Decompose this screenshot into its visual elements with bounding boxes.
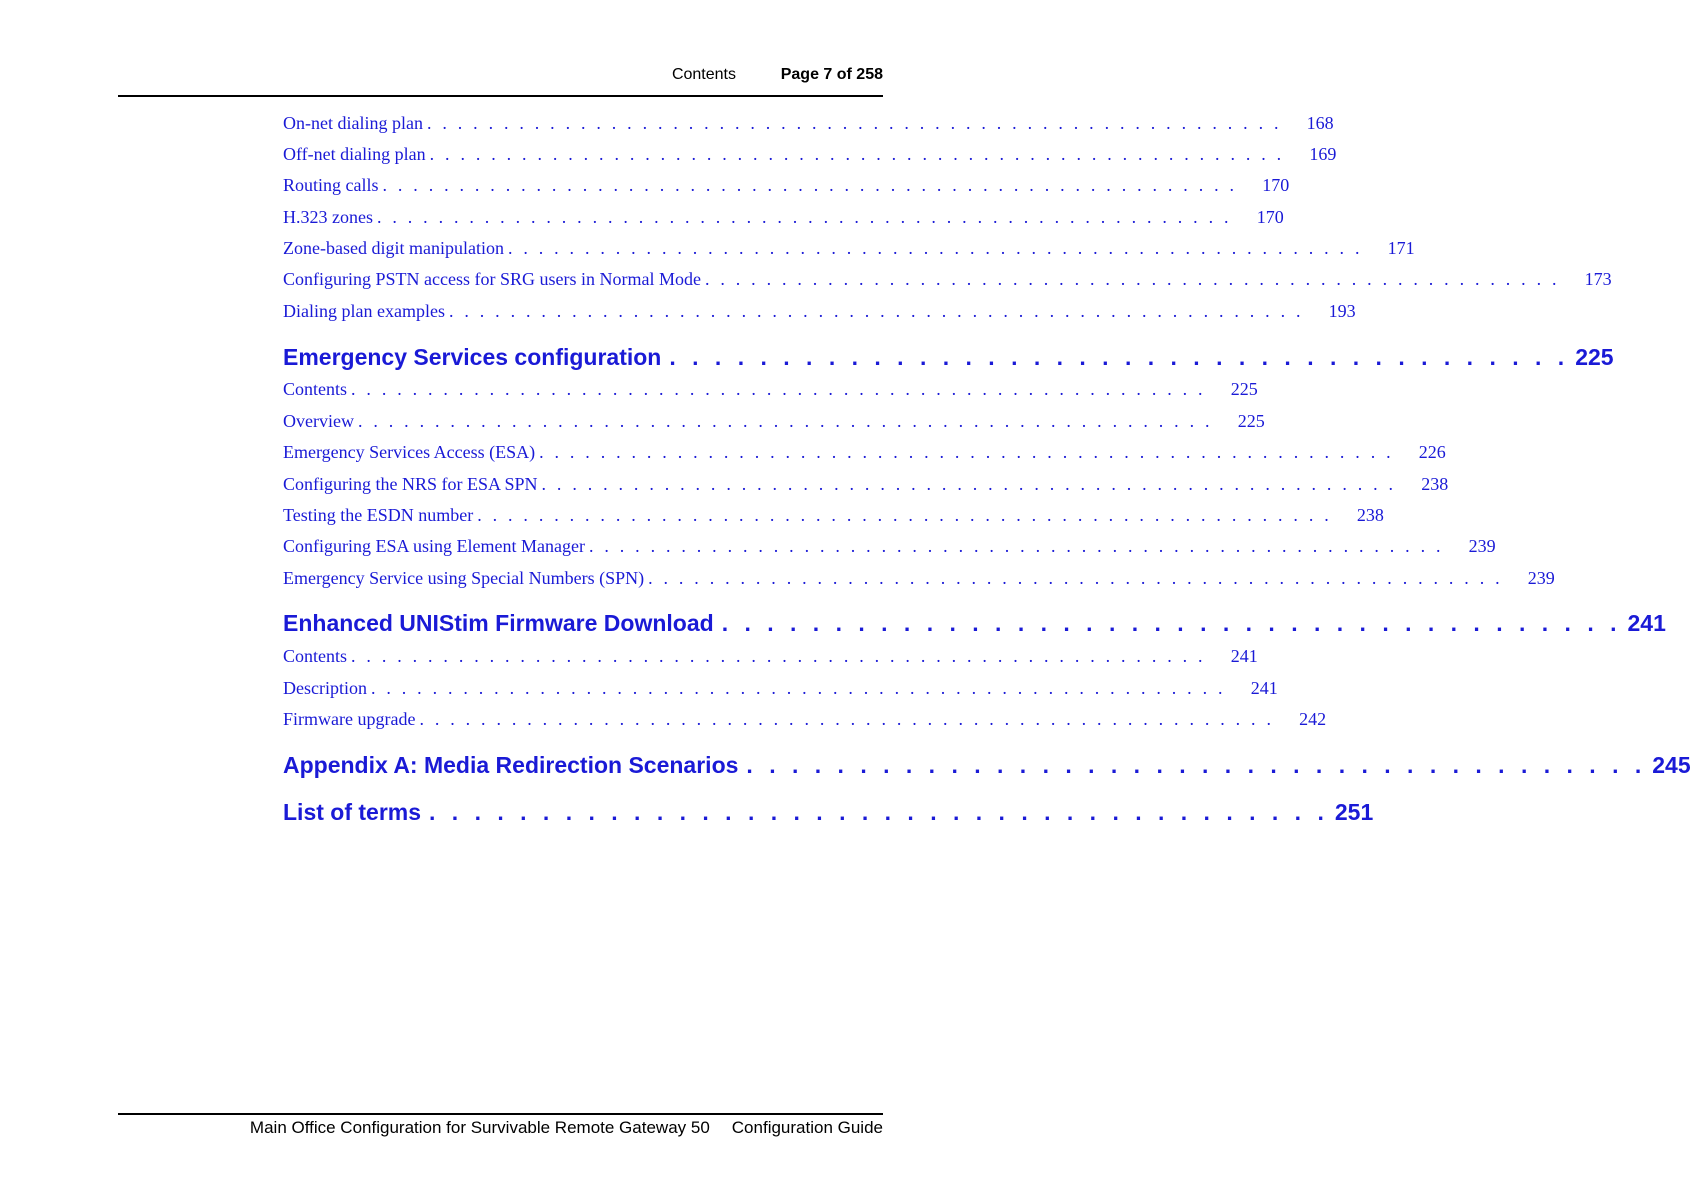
toc-entry-page: 225 [1237, 411, 1265, 431]
header-section: Contents [671, 66, 736, 83]
dot-leader: . . . . . . . . . . . . . . . . . . . . . . . . . . . . . . . . . . . . . . . . . . . . . . . . . . . . . . . . [419, 709, 1275, 729]
dot-leader: . . . . . . . . . . . . . . . . . . . . . . . . . . . . . . . . . . . . . . . . . . . . . . . . . . . . . . . . [477, 505, 1332, 525]
toc-entry[interactable] [283, 238, 1415, 262]
footer-rule [118, 1113, 883, 1115]
toc-entry-page: 242 [1299, 709, 1327, 729]
toc-entry-page: 239 [1468, 536, 1496, 556]
dot-leader: . . . . . . . . . . . . . . . . . . . . . . . . . . . . . . . . . . . . . . . . . . . . . . . . . . . . . . . . [426, 113, 1282, 133]
toc-entry-title: Configuring ESA using Element Manager [283, 536, 585, 556]
toc-entry[interactable] [283, 144, 1337, 168]
toc-entry[interactable] [283, 113, 1334, 137]
dot-leader: . . . . . . . . . . . . . . . . . . . . . . . . . . . . . . . . . . . . . . . . . . . . . . . . . . . . . . . . [448, 301, 1304, 321]
dot-leader: . . . . . . . . . . . . . . . . . . . . . . . . . . . . . . . . . . . . . . . . . . . . . . . . . . . . . . . . [507, 238, 1363, 258]
dot-leader: . . . . . . . . . . . . . . . . . . . . . . . . . . . . . . . . . . . . . . . . [746, 752, 1647, 778]
toc-entry-page: 169 [1309, 144, 1337, 164]
toc-entry-page: 193 [1328, 301, 1356, 321]
toc-chapter-title: List of terms [283, 799, 422, 825]
dot-leader: . . . . . . . . . . . . . . . . . . . . . . . . . . . . . . . . . . . . . . . . . . . . . . . . . . . . . . . . [704, 269, 1560, 289]
toc-entry[interactable] [283, 379, 1258, 403]
toc-entry[interactable] [283, 646, 1258, 670]
footer-guide-title: Main Office Configuration for Survivable Remote Gateway 50 [249, 1118, 710, 1137]
toc-entry-title: Dialing plan examples [283, 301, 445, 321]
toc-entry[interactable] [283, 269, 1612, 293]
footer-doc-type: Configuration Guide [731, 1118, 883, 1137]
toc-entry-title: Configuring PSTN access for SRG users in Normal Mode [283, 269, 701, 289]
toc-entry-title: Firmware upgrade [283, 709, 416, 729]
dot-leader: . . . . . . . . . . . . . . . . . . . . . . . . . . . . . . . . . . . . . . . . . . . . . . . . . . . . . . . . [588, 536, 1444, 556]
dot-leader: . . . . . . . . . . . . . . . . . . . . . . . . . . . . . . . . . . . . . . . . . . . . . . . . . . . . . . . . [429, 144, 1285, 164]
header-page-number: Page 7 of 258 [780, 66, 883, 83]
toc-chapter[interactable] [283, 799, 1374, 829]
toc-entry[interactable] [283, 411, 1265, 435]
toc-chapter-page: 225 [1575, 344, 1614, 370]
toc-chapter[interactable] [283, 344, 1614, 374]
toc-entry[interactable] [283, 175, 1290, 199]
toc-entry[interactable] [283, 301, 1356, 325]
toc-entry-title: Description [283, 678, 367, 698]
toc-entry-title: Routing calls [283, 175, 379, 195]
toc-entry-title: On-net dialing plan [283, 113, 423, 133]
toc-entry-title: Configuring the NRS for ESA SPN [283, 474, 538, 494]
dot-leader: . . . . . . . . . . . . . . . . . . . . . . . . . . . . . . . . . . . . . . . . . . . . . . . . . . . . . . . . [541, 474, 1397, 494]
toc-entry[interactable] [283, 709, 1327, 733]
toc-entry-page: 225 [1230, 379, 1258, 399]
dot-leader: . . . . . . . . . . . . . . . . . . . . . . . . . . . . . . . . . . . . . . . . [429, 799, 1329, 825]
toc-chapter-title: Appendix A: Media Redirection Scenarios [283, 752, 739, 778]
toc-entry-page: 241 [1250, 678, 1278, 698]
toc-entry-page: 241 [1230, 646, 1258, 666]
toc-entry-page: 168 [1306, 113, 1334, 133]
toc-entry-page: 170 [1256, 207, 1284, 227]
toc-chapter-page: 245 [1652, 752, 1691, 778]
toc-entry[interactable] [283, 474, 1449, 498]
dot-leader: . . . . . . . . . . . . . . . . . . . . . . . . . . . . . . . . . . . . . . . . [721, 610, 1622, 636]
toc-entry-title: Emergency Service using Special Numbers (SPN) [283, 568, 645, 588]
toc-chapter[interactable] [283, 752, 1691, 782]
toc-entry-title: Overview [283, 411, 354, 431]
toc-entry-page: 173 [1584, 269, 1612, 289]
toc-entry[interactable] [283, 678, 1278, 702]
toc-entry[interactable] [283, 536, 1496, 560]
toc-entry-page: 238 [1356, 505, 1384, 525]
dot-leader: . . . . . . . . . . . . . . . . . . . . . . . . . . . . . . . . . . . . . . . . . . . . . . . . . . . . . . . . [539, 442, 1394, 462]
toc-chapter-title: Emergency Services configuration [283, 344, 662, 370]
toc-entry-page: 171 [1387, 238, 1415, 258]
toc-entry[interactable] [283, 505, 1384, 529]
page-footer [118, 1118, 883, 1142]
dot-leader: . . . . . . . . . . . . . . . . . . . . . . . . . . . . . . . . . . . . . . . . . . . . . . . . . . . . . . . . [376, 207, 1232, 227]
toc-entry[interactable] [283, 442, 1446, 466]
dot-leader: . . . . . . . . . . . . . . . . . . . . . . . . . . . . . . . . . . . . . . . . . . . . . . . . . . . . . . . . [351, 379, 1206, 399]
toc-entry-page: 238 [1421, 474, 1449, 494]
toc-entry[interactable] [283, 207, 1284, 231]
toc-entry-title: Off-net dialing plan [283, 144, 426, 164]
toc-chapter-page: 251 [1334, 799, 1374, 825]
dot-leader: . . . . . . . . . . . . . . . . . . . . . . . . . . . . . . . . . . . . . . . . . . . . . . . . . . . . . . . . [382, 175, 1238, 195]
toc-entry-title: Contents [283, 646, 348, 666]
toc-entry-page: 239 [1527, 568, 1555, 588]
dot-leader: . . . . . . . . . . . . . . . . . . . . . . . . . . . . . . . . . . . . . . . . [669, 344, 1570, 370]
toc-entry-title: Testing the ESDN number [283, 505, 474, 525]
dot-leader: . . . . . . . . . . . . . . . . . . . . . . . . . . . . . . . . . . . . . . . . . . . . . . . . . . . . . . . . [370, 678, 1226, 698]
dot-leader: . . . . . . . . . . . . . . . . . . . . . . . . . . . . . . . . . . . . . . . . . . . . . . . . . . . . . . . . [351, 646, 1206, 666]
toc-chapter[interactable] [283, 610, 1666, 640]
toc-entry-title: Zone-based digit manipulation [283, 238, 504, 258]
toc-chapter-title: Enhanced UNIStim Firmware Download [283, 610, 714, 636]
toc-entry-title: H.323 zones [283, 207, 373, 227]
toc-entry[interactable] [283, 568, 1555, 592]
dot-leader: . . . . . . . . . . . . . . . . . . . . . . . . . . . . . . . . . . . . . . . . . . . . . . . . . . . . . . . . [648, 568, 1503, 588]
dot-leader: . . . . . . . . . . . . . . . . . . . . . . . . . . . . . . . . . . . . . . . . . . . . . . . . . . . . . . . . [357, 411, 1213, 431]
toc-entry-page: 226 [1418, 442, 1446, 462]
toc-entry-page: 170 [1262, 175, 1290, 195]
toc-entry-title: Emergency Services Access (ESA) [283, 442, 536, 462]
header-rule [118, 95, 883, 97]
page-header [118, 66, 883, 96]
toc-chapter-page: 241 [1627, 610, 1666, 636]
toc-entry-title: Contents [283, 379, 348, 399]
